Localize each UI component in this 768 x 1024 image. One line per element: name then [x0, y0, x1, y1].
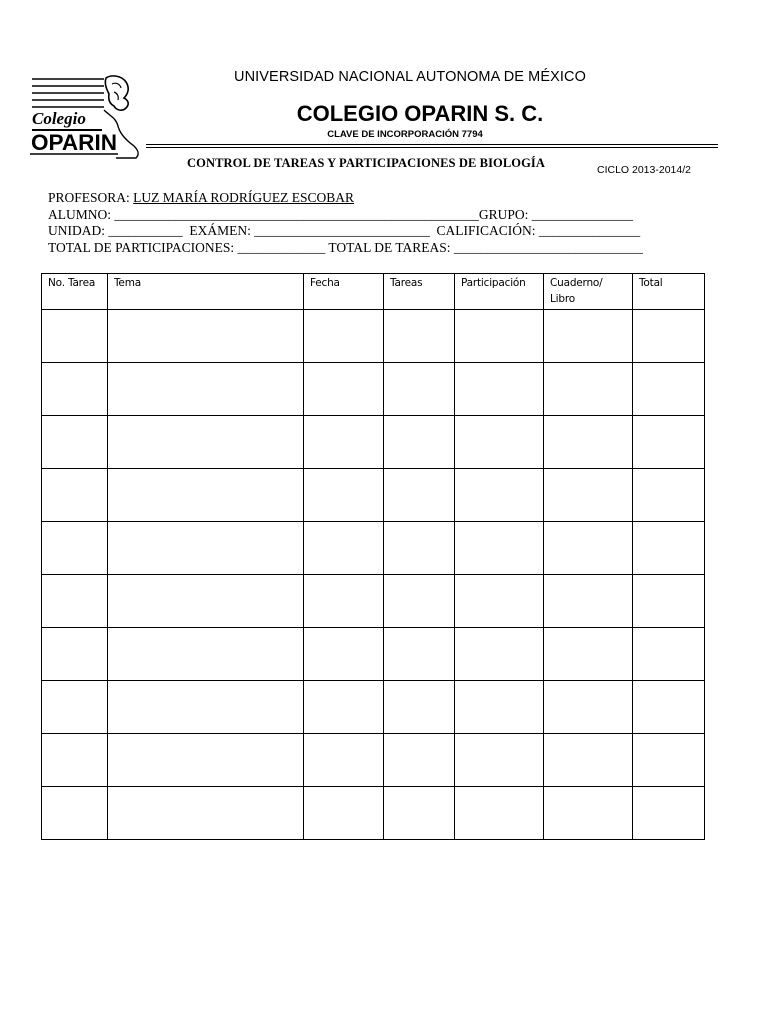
header-divider-top	[146, 144, 718, 145]
table-cell[interactable]	[108, 522, 304, 575]
calificacion-label: CALIFICACIÓN:	[436, 223, 539, 238]
colegio-oparin-logo	[30, 74, 144, 160]
table-cell[interactable]	[455, 575, 544, 628]
table-cell[interactable]	[304, 522, 384, 575]
table-header-row	[42, 274, 705, 310]
col-header-fecha: Fecha	[304, 274, 384, 310]
table-cell[interactable]	[384, 310, 455, 363]
table-cell[interactable]	[544, 522, 633, 575]
examen-label: EXÁMEN:	[189, 223, 255, 238]
table-cell[interactable]	[544, 469, 633, 522]
table-cell[interactable]	[384, 469, 455, 522]
table-cell[interactable]	[42, 628, 108, 681]
table-cell[interactable]	[42, 787, 108, 840]
table-cell[interactable]	[304, 310, 384, 363]
table-cell[interactable]	[633, 416, 705, 469]
logo-text-oparin: OPARIN	[31, 130, 117, 155]
unidad-field[interactable]: ___________	[108, 223, 183, 238]
table-cell[interactable]	[633, 469, 705, 522]
table-cell[interactable]	[455, 416, 544, 469]
table-cell[interactable]	[304, 575, 384, 628]
col-header-tareas: Tareas	[384, 274, 455, 310]
table-cell[interactable]	[42, 416, 108, 469]
table-cell[interactable]	[42, 575, 108, 628]
table-cell[interactable]	[304, 734, 384, 787]
unidad-line	[48, 223, 643, 240]
total-tareas-label: TOTAL DE TAREAS:	[328, 239, 454, 255]
calificacion-field[interactable]: _______________	[538, 223, 641, 238]
table-cell[interactable]	[544, 310, 633, 363]
table-cell[interactable]	[455, 469, 544, 522]
table-cell[interactable]	[544, 628, 633, 681]
table-cell[interactable]	[455, 787, 544, 840]
table-row	[42, 416, 705, 469]
table-cell[interactable]	[108, 469, 304, 522]
table-cell[interactable]	[108, 734, 304, 787]
tasks-table	[41, 273, 705, 840]
table-cell[interactable]	[544, 575, 633, 628]
table-cell[interactable]	[42, 469, 108, 522]
table-cell[interactable]	[455, 628, 544, 681]
table-cell[interactable]	[455, 363, 544, 416]
table-row	[42, 522, 705, 575]
table-cell[interactable]	[455, 310, 544, 363]
total-participaciones-label: TOTAL DE PARTICIPACIONES:	[48, 239, 238, 255]
table-cell[interactable]	[108, 363, 304, 416]
table-cell[interactable]	[384, 416, 455, 469]
table-cell[interactable]	[384, 734, 455, 787]
table-row	[42, 310, 705, 363]
school-title: COLEGIO OPARIN S. C.	[296, 101, 544, 126]
table-row	[42, 575, 705, 628]
table-cell[interactable]	[544, 734, 633, 787]
logo-text-colegio: Colegio	[32, 109, 86, 128]
table-row	[42, 469, 705, 522]
alumno-line	[48, 207, 643, 224]
table-cell[interactable]	[42, 363, 108, 416]
table-cell[interactable]	[108, 681, 304, 734]
table-cell[interactable]	[304, 363, 384, 416]
table-cell[interactable]	[544, 681, 633, 734]
profesora-name: LUZ MARÍA RODRÍGUEZ ESCOBAR	[133, 190, 355, 205]
student-info-block	[48, 190, 643, 256]
col-header-cuaderno-libro: Cuaderno/ Libro	[544, 274, 633, 310]
unidad-label: UNIDAD:	[48, 223, 109, 238]
table-cell[interactable]	[384, 363, 455, 416]
table-cell[interactable]	[633, 628, 705, 681]
alumno-label: ALUMNO:	[48, 206, 115, 222]
table-cell[interactable]	[384, 628, 455, 681]
table-cell[interactable]	[304, 681, 384, 734]
table-cell[interactable]	[304, 787, 384, 840]
form-title: CONTROL DE TAREAS Y PARTICIPACIONES DE BIOLOGÍA	[187, 156, 546, 170]
table-cell[interactable]	[108, 416, 304, 469]
col-header-total: Total	[633, 274, 705, 310]
col-header-participacion: Participación	[455, 274, 544, 310]
profesora-label: PROFESORA:	[48, 190, 134, 205]
total-tareas-field[interactable]: ____________________________	[453, 239, 643, 255]
col-header-tema: Tema	[108, 274, 304, 310]
profesora-line	[48, 190, 643, 207]
table-cell[interactable]	[42, 734, 108, 787]
table-row	[42, 734, 705, 787]
table-cell[interactable]	[108, 787, 304, 840]
table-cell[interactable]	[544, 363, 633, 416]
table-row	[42, 681, 705, 734]
table-cell[interactable]	[544, 416, 633, 469]
grupo-field[interactable]: _______________	[531, 206, 634, 222]
university-title: UNIVERSIDAD NACIONAL AUTONOMA DE MÉXICO	[234, 69, 586, 85]
table-row	[42, 363, 705, 416]
table-cell[interactable]	[633, 522, 705, 575]
table-row	[42, 787, 705, 840]
table-cell[interactable]	[384, 522, 455, 575]
table-cell[interactable]	[633, 310, 705, 363]
table-cell[interactable]	[455, 734, 544, 787]
table-cell[interactable]	[633, 575, 705, 628]
header-divider-bottom	[146, 147, 718, 148]
table-cell[interactable]	[42, 681, 108, 734]
school-cycle: CICLO 2013-2014/2	[597, 164, 691, 176]
table-cell[interactable]	[455, 681, 544, 734]
table-cell[interactable]	[544, 787, 633, 840]
grupo-label: GRUPO:	[478, 206, 532, 222]
col-header-no-tarea: No. Tarea	[42, 274, 108, 310]
alumno-field[interactable]: ______________________________________________________	[114, 206, 479, 222]
examen-field[interactable]: __________________________	[254, 223, 430, 238]
table-cell[interactable]	[108, 310, 304, 363]
table-cell[interactable]	[304, 469, 384, 522]
table-row	[42, 628, 705, 681]
table-cell[interactable]	[42, 522, 108, 575]
incorporation-code: CLAVE DE INCORPORACIÓN 7794	[327, 129, 483, 140]
table-cell[interactable]	[633, 363, 705, 416]
table-cell[interactable]	[304, 416, 384, 469]
table-cell[interactable]	[633, 787, 705, 840]
table-cell[interactable]	[108, 575, 304, 628]
totals-line	[48, 240, 643, 257]
table-cell[interactable]	[42, 310, 108, 363]
table-body	[42, 310, 705, 840]
table-cell[interactable]	[384, 787, 455, 840]
table-cell[interactable]	[304, 628, 384, 681]
table-cell[interactable]	[455, 522, 544, 575]
total-participaciones-field[interactable]: _____________	[237, 239, 326, 255]
table-cell[interactable]	[633, 734, 705, 787]
table-cell[interactable]	[108, 628, 304, 681]
table-cell[interactable]	[633, 681, 705, 734]
table-cell[interactable]	[384, 575, 455, 628]
table-cell[interactable]	[384, 681, 455, 734]
